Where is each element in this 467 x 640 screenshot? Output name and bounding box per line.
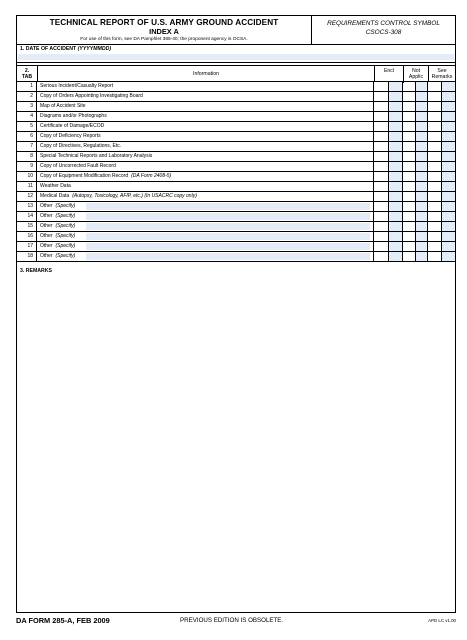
requirements-block bbox=[312, 16, 455, 44]
tab-number: 16 bbox=[17, 232, 37, 241]
information-cell bbox=[38, 142, 374, 151]
see-remarks-spacer bbox=[429, 102, 442, 111]
tab-number: 1 bbox=[17, 82, 37, 91]
information-text: Medical Data bbox=[40, 193, 70, 199]
information-text: Map of Accident Site bbox=[40, 103, 86, 109]
encl-checkbox[interactable] bbox=[389, 92, 403, 101]
not-applic-spacer bbox=[404, 172, 416, 181]
encl-checkbox[interactable] bbox=[389, 132, 403, 141]
encl-spacer bbox=[375, 222, 389, 231]
table-row bbox=[17, 222, 455, 232]
not-applic-checkbox[interactable] bbox=[416, 222, 428, 231]
not-applic-checkbox[interactable] bbox=[416, 112, 428, 121]
information-text: Copy of Deficiency Reports bbox=[40, 133, 101, 139]
encl-checkbox[interactable] bbox=[389, 172, 403, 181]
tab-number: 5 bbox=[17, 122, 37, 131]
not-applic-checkbox[interactable] bbox=[416, 122, 428, 131]
form-subtitle: INDEX A bbox=[149, 27, 179, 36]
information-text: Copy of Equipment Modification Record bbox=[40, 173, 129, 179]
information-text: Copy of Orders Appointing Investigating Board bbox=[40, 93, 143, 99]
encl-spacer bbox=[375, 172, 389, 181]
information-cell bbox=[38, 102, 374, 111]
not-applic-spacer bbox=[404, 82, 416, 91]
tab-number: 17 bbox=[17, 242, 37, 251]
see-remarks-checkbox[interactable] bbox=[442, 92, 455, 101]
table-row bbox=[17, 212, 455, 222]
information-cell bbox=[38, 252, 374, 261]
table-row bbox=[17, 132, 455, 142]
tab-number: 14 bbox=[17, 212, 37, 221]
information-text: Serious Incident/Casualty Report bbox=[40, 83, 114, 89]
encl-checkbox[interactable] bbox=[389, 212, 403, 221]
encl-spacer bbox=[375, 242, 389, 251]
encl-spacer bbox=[375, 122, 389, 131]
edition-notice: PREVIOUS EDITION IS OBSOLETE. bbox=[180, 617, 284, 624]
see-remarks-checkbox[interactable] bbox=[442, 212, 455, 221]
information-cell bbox=[38, 232, 374, 241]
col-na-l2: Applic bbox=[408, 73, 424, 80]
information-note: (Autopsy, Toxicology, AFIP, etc.) (In USACRC copy only) bbox=[72, 193, 197, 199]
encl-checkbox[interactable] bbox=[389, 152, 403, 161]
not-applic-checkbox[interactable] bbox=[416, 92, 428, 101]
table-row bbox=[17, 122, 455, 132]
information-note: (Specify) bbox=[55, 213, 76, 219]
not-applic-checkbox[interactable] bbox=[416, 252, 428, 261]
tab-number: 12 bbox=[17, 192, 37, 201]
encl-spacer bbox=[375, 252, 389, 261]
information-cell bbox=[38, 162, 374, 171]
information-cell bbox=[38, 132, 374, 141]
encl-spacer bbox=[375, 182, 389, 191]
information-note: (Specify) bbox=[55, 253, 76, 259]
information-cell bbox=[38, 192, 374, 201]
encl-checkbox[interactable] bbox=[389, 112, 403, 121]
information-text: Special Technical Reports and Laboratory Analysis bbox=[40, 153, 153, 159]
information-text: Certificate of Damage/ECOD bbox=[40, 123, 105, 129]
tab-number: 15 bbox=[17, 222, 37, 231]
remarks-label: 3. REMARKS bbox=[20, 268, 52, 274]
information-cell bbox=[38, 212, 374, 221]
encl-spacer bbox=[375, 132, 389, 141]
see-remarks-spacer bbox=[429, 212, 442, 221]
see-remarks-spacer bbox=[429, 232, 442, 241]
see-remarks-checkbox[interactable] bbox=[442, 162, 455, 171]
tab-number: 10 bbox=[17, 172, 37, 181]
information-text: Other bbox=[40, 243, 53, 249]
information-cell bbox=[38, 82, 374, 91]
req-control-label: REQUIREMENTS CONTROL SYMBOL bbox=[327, 20, 440, 27]
form-sheet bbox=[16, 15, 456, 613]
date-format-hint: (YYYYMMDD) bbox=[77, 46, 112, 52]
col-na-l1: Not bbox=[411, 67, 421, 74]
table-row bbox=[17, 142, 455, 152]
col-header-encl: Encl bbox=[375, 66, 404, 83]
information-text: Other bbox=[40, 223, 53, 229]
specify-input[interactable] bbox=[86, 243, 370, 250]
encl-spacer bbox=[375, 142, 389, 151]
encl-spacer bbox=[375, 112, 389, 121]
table-row bbox=[17, 152, 455, 162]
not-applic-checkbox[interactable] bbox=[416, 212, 428, 221]
information-cell bbox=[38, 242, 374, 251]
table-row bbox=[17, 112, 455, 122]
col-tab-num: 2. bbox=[24, 67, 30, 74]
see-remarks-checkbox[interactable] bbox=[442, 142, 455, 151]
not-applic-checkbox[interactable] bbox=[416, 192, 428, 201]
information-cell bbox=[38, 172, 374, 181]
table-row bbox=[17, 82, 455, 92]
encl-spacer bbox=[375, 82, 389, 91]
see-remarks-checkbox[interactable] bbox=[442, 122, 455, 131]
information-cell bbox=[38, 222, 374, 231]
table-header bbox=[17, 65, 455, 82]
information-text: Copy of Uncorrected Fault Record bbox=[40, 163, 116, 169]
tab-number: 6 bbox=[17, 132, 37, 141]
see-remarks-spacer bbox=[429, 172, 442, 181]
information-note: (DA Form 2408-5) bbox=[131, 173, 172, 179]
not-applic-spacer bbox=[404, 252, 416, 261]
table-row bbox=[17, 162, 455, 172]
not-applic-spacer bbox=[404, 152, 416, 161]
not-applic-spacer bbox=[404, 92, 416, 101]
tab-number: 4 bbox=[17, 112, 37, 121]
see-remarks-checkbox[interactable] bbox=[442, 82, 455, 91]
information-text: Other bbox=[40, 233, 53, 239]
not-applic-checkbox[interactable] bbox=[416, 232, 428, 241]
information-cell bbox=[38, 92, 374, 101]
form-id: DA FORM 285-A, FEB 2009 bbox=[16, 616, 110, 625]
encl-checkbox[interactable] bbox=[389, 182, 403, 191]
information-text: Diagrams and/or Photographs bbox=[40, 113, 107, 119]
encl-spacer bbox=[375, 232, 389, 241]
date-label-text: 1. DATE OF ACCIDENT bbox=[20, 46, 77, 52]
not-applic-spacer bbox=[404, 242, 416, 251]
col-header-not-applic bbox=[404, 66, 429, 81]
title-block bbox=[17, 16, 312, 44]
encl-spacer bbox=[375, 162, 389, 171]
tab-number: 11 bbox=[17, 182, 37, 191]
not-applic-spacer bbox=[404, 222, 416, 231]
not-applic-spacer bbox=[404, 122, 416, 131]
see-remarks-spacer bbox=[429, 222, 442, 231]
not-applic-checkbox[interactable] bbox=[416, 152, 428, 161]
table-row bbox=[17, 232, 455, 242]
specify-input[interactable] bbox=[86, 213, 370, 220]
information-cell bbox=[38, 122, 374, 131]
information-note: (Specify) bbox=[55, 233, 76, 239]
date-of-accident-field[interactable] bbox=[18, 54, 454, 60]
table-row bbox=[17, 202, 455, 212]
not-applic-checkbox[interactable] bbox=[416, 182, 428, 191]
encl-checkbox[interactable] bbox=[389, 232, 403, 241]
not-applic-spacer bbox=[404, 112, 416, 121]
tab-number: 9 bbox=[17, 162, 37, 171]
information-cell bbox=[38, 202, 374, 211]
see-remarks-spacer bbox=[429, 82, 442, 91]
not-applic-checkbox[interactable] bbox=[416, 172, 428, 181]
table-row bbox=[17, 182, 455, 192]
req-control-symbol: CSOCS-308 bbox=[365, 29, 402, 36]
encl-checkbox[interactable] bbox=[389, 162, 403, 171]
specify-input[interactable] bbox=[86, 253, 370, 260]
tab-number: 18 bbox=[17, 252, 37, 261]
see-remarks-checkbox[interactable] bbox=[442, 102, 455, 111]
col-tab-label: TAB bbox=[21, 73, 33, 80]
tab-number: 8 bbox=[17, 152, 37, 161]
not-applic-checkbox[interactable] bbox=[416, 162, 428, 171]
information-text: Other bbox=[40, 253, 53, 259]
not-applic-checkbox[interactable] bbox=[416, 202, 428, 211]
encl-spacer bbox=[375, 152, 389, 161]
information-note: (Specify) bbox=[55, 223, 76, 229]
not-applic-spacer bbox=[404, 142, 416, 151]
form-note: For use of this form, see DA Pamphlet 385-40; the proponent agency is OCSA. bbox=[80, 37, 248, 42]
specify-input[interactable] bbox=[86, 233, 370, 240]
not-applic-checkbox[interactable] bbox=[416, 242, 428, 251]
table-row bbox=[17, 92, 455, 102]
col-header-information: Information bbox=[38, 66, 375, 81]
tab-number: 3 bbox=[17, 102, 37, 111]
encl-spacer bbox=[375, 102, 389, 111]
see-remarks-checkbox[interactable] bbox=[442, 232, 455, 241]
not-applic-checkbox[interactable] bbox=[416, 142, 428, 151]
encl-checkbox[interactable] bbox=[389, 222, 403, 231]
see-remarks-checkbox[interactable] bbox=[442, 242, 455, 251]
see-remarks-checkbox[interactable] bbox=[442, 152, 455, 161]
encl-checkbox[interactable] bbox=[389, 202, 403, 211]
table-row bbox=[17, 192, 455, 202]
see-remarks-spacer bbox=[429, 242, 442, 251]
see-remarks-checkbox[interactable] bbox=[442, 202, 455, 211]
encl-spacer bbox=[375, 192, 389, 201]
see-remarks-spacer bbox=[429, 182, 442, 191]
form-title: TECHNICAL REPORT OF U.S. ARMY GROUND ACCIDENT bbox=[49, 18, 279, 27]
information-text: Other bbox=[40, 213, 53, 219]
encl-spacer bbox=[375, 202, 389, 211]
see-remarks-spacer bbox=[429, 112, 442, 121]
information-cell bbox=[38, 152, 374, 161]
specify-input[interactable] bbox=[86, 223, 370, 230]
date-section bbox=[17, 44, 455, 63]
see-remarks-spacer bbox=[429, 92, 442, 101]
not-applic-spacer bbox=[404, 212, 416, 221]
not-applic-checkbox[interactable] bbox=[416, 132, 428, 141]
see-remarks-checkbox[interactable] bbox=[442, 132, 455, 141]
see-remarks-checkbox[interactable] bbox=[442, 192, 455, 201]
col-header-see-remarks bbox=[429, 66, 455, 81]
tab-number: 7 bbox=[17, 142, 37, 151]
not-applic-checkbox[interactable] bbox=[416, 82, 428, 91]
see-remarks-spacer bbox=[429, 162, 442, 171]
see-remarks-spacer bbox=[429, 142, 442, 151]
col-see-l1: See bbox=[437, 67, 447, 74]
table-row bbox=[17, 252, 455, 262]
not-applic-spacer bbox=[404, 132, 416, 141]
not-applic-spacer bbox=[404, 232, 416, 241]
not-applic-spacer bbox=[404, 182, 416, 191]
see-remarks-spacer bbox=[429, 192, 442, 201]
not-applic-checkbox[interactable] bbox=[416, 102, 428, 111]
see-remarks-checkbox[interactable] bbox=[442, 182, 455, 191]
information-text: Other bbox=[40, 203, 53, 209]
date-label bbox=[20, 46, 111, 52]
form-header bbox=[17, 16, 455, 45]
see-remarks-spacer bbox=[429, 152, 442, 161]
see-remarks-spacer bbox=[429, 132, 442, 141]
not-applic-spacer bbox=[404, 162, 416, 171]
not-applic-spacer bbox=[404, 202, 416, 211]
specify-input[interactable] bbox=[86, 203, 370, 210]
see-remarks-checkbox[interactable] bbox=[442, 252, 455, 261]
see-remarks-spacer bbox=[429, 122, 442, 131]
encl-checkbox[interactable] bbox=[389, 242, 403, 251]
col-header-tab bbox=[17, 66, 38, 81]
tab-number: 13 bbox=[17, 202, 37, 211]
not-applic-spacer bbox=[404, 102, 416, 111]
col-see-l2: Remarks bbox=[431, 73, 453, 80]
table-row bbox=[17, 242, 455, 252]
encl-checkbox[interactable] bbox=[389, 142, 403, 151]
encl-checkbox[interactable] bbox=[389, 122, 403, 131]
see-remarks-spacer bbox=[429, 202, 442, 211]
form-footer bbox=[16, 615, 456, 627]
tab-number: 2 bbox=[17, 92, 37, 101]
information-cell bbox=[38, 182, 374, 191]
information-note: (Specify) bbox=[55, 243, 76, 249]
information-text: Copy of Directives, Regulations, Etc. bbox=[40, 143, 122, 149]
see-remarks-checkbox[interactable] bbox=[442, 172, 455, 181]
encl-spacer bbox=[375, 212, 389, 221]
see-remarks-checkbox[interactable] bbox=[442, 112, 455, 121]
encl-checkbox[interactable] bbox=[389, 82, 403, 91]
version-label: APD LC v1.00 bbox=[428, 618, 456, 623]
table-row bbox=[17, 172, 455, 182]
encl-checkbox[interactable] bbox=[389, 252, 403, 261]
encl-checkbox[interactable] bbox=[389, 102, 403, 111]
encl-checkbox[interactable] bbox=[389, 192, 403, 201]
table-row bbox=[17, 102, 455, 112]
information-note: (Specify) bbox=[55, 203, 76, 209]
not-applic-spacer bbox=[404, 192, 416, 201]
see-remarks-checkbox[interactable] bbox=[442, 222, 455, 231]
information-cell bbox=[38, 112, 374, 121]
information-text: Weather Data bbox=[40, 183, 71, 189]
see-remarks-spacer bbox=[429, 252, 442, 261]
encl-spacer bbox=[375, 92, 389, 101]
